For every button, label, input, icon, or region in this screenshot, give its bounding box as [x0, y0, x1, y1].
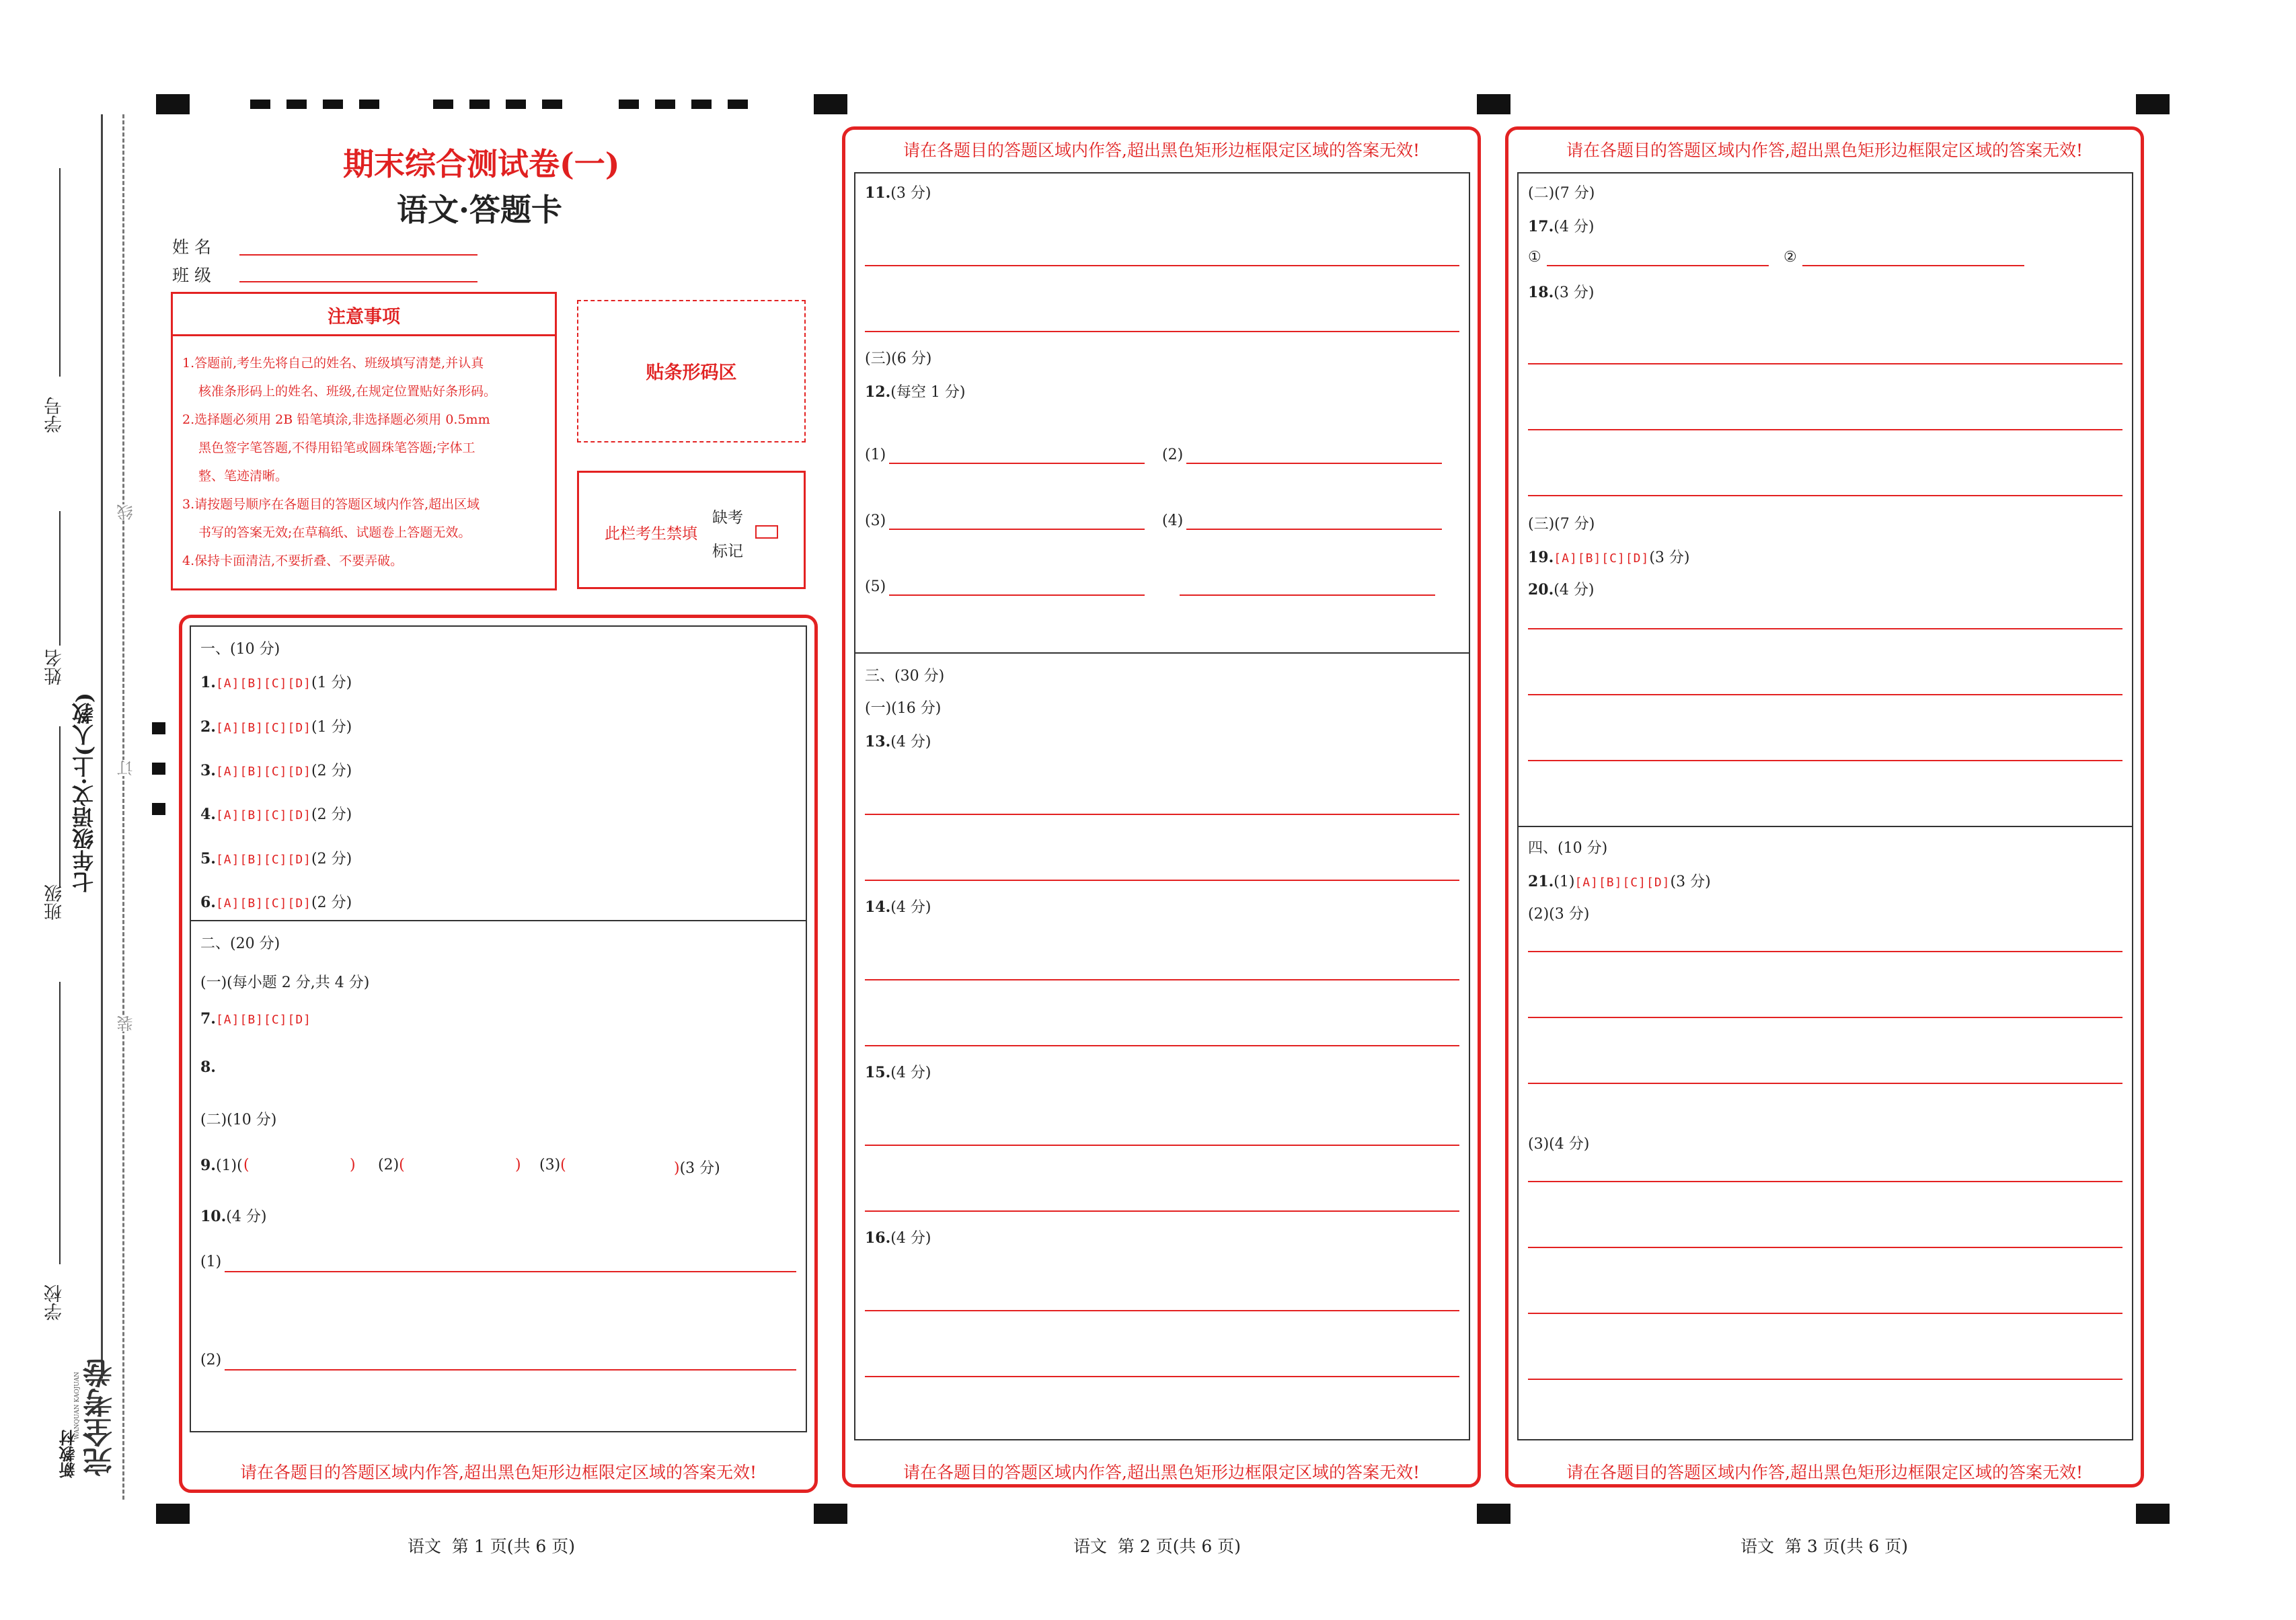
label-school: 学校 [44, 1284, 65, 1321]
subsection-heading: (一)(16 分) [865, 700, 942, 717]
answer-line[interactable] [1528, 429, 2122, 430]
answer-line[interactable] [865, 1045, 1459, 1046]
answer-box-3b [1517, 826, 2133, 1440]
answer-box-2b [854, 652, 1470, 1440]
notice-item: 4.保持卡面清洁,不要折叠、不要弄破。 [182, 553, 404, 568]
subsection-heading: (二)(7 分) [1528, 185, 1595, 202]
choice-bubbles[interactable]: [A][B][C][D] [1554, 551, 1650, 566]
label-class: 班级 [44, 884, 65, 921]
question-21: 21.(1)[A][B][C][D](3 分) [1528, 873, 1711, 890]
choice-bubbles[interactable]: [A][B][C][D] [215, 1013, 312, 1027]
notice-item: 核准条形码上的姓名、班级,在规定位置贴好条形码。 [198, 384, 497, 399]
question-6: 6.[A][B][C][D](2 分) [200, 894, 352, 911]
fill-blank[interactable] [1186, 463, 1442, 464]
subsection-heading: (三)(7 分) [1528, 516, 1595, 533]
choice-bubbles[interactable]: [A][B][C][D] [215, 765, 312, 779]
choice-bubbles[interactable]: [A][B][C][D] [215, 677, 312, 691]
question-5: 5.[A][B][C][D](2 分) [200, 850, 352, 867]
answer-line[interactable] [1528, 951, 2122, 952]
blank-label: (5) [865, 578, 886, 595]
answer-line[interactable] [1528, 628, 2122, 629]
fill-blank[interactable] [889, 463, 1145, 464]
answer-line[interactable] [1528, 1379, 2122, 1380]
fill-blank[interactable] [889, 529, 1145, 530]
q21-part-3: (3)(4 分) [1528, 1136, 1590, 1153]
question-14: 14.(4 分) [865, 898, 931, 916]
card-subtitle: 语文·答题卡 [397, 192, 563, 228]
notice-item: 3.请按题号顺序在各题目的答题区域内作答,超出区域 [182, 497, 480, 512]
absent-mark-label: 标记 [712, 543, 743, 560]
answer-box-2a [854, 172, 1470, 654]
blank-label: (4) [1162, 512, 1184, 529]
fill-blank[interactable] [889, 594, 1145, 596]
answer-line[interactable] [1528, 694, 2122, 695]
page-footer-1: 语文 第 1 页(共 6 页) [408, 1537, 575, 1556]
answer-line[interactable] [865, 1376, 1459, 1377]
answer-line[interactable] [865, 880, 1459, 881]
question-1: 1.[A][B][C][D](1 分) [200, 674, 352, 691]
answer-line[interactable] [1528, 1083, 2122, 1084]
page-footer-3: 语文 第 3 页(共 6 页) [1740, 1537, 1908, 1556]
question-13: 13.(4 分) [865, 733, 931, 750]
answer-line[interactable] [865, 265, 1459, 266]
section-heading: 三、(30 分) [865, 668, 945, 685]
subsection-heading: (三)(6 分) [865, 350, 932, 367]
barcode-area[interactable] [577, 300, 806, 442]
blank-label: (3) [865, 512, 886, 529]
class-field[interactable] [239, 281, 477, 282]
blank-label: ① [1528, 249, 1541, 266]
fill-blank[interactable] [1547, 265, 1769, 266]
brand-logo: 完全考卷 [83, 1358, 118, 1477]
answer-line[interactable] [865, 1145, 1459, 1146]
answer-line[interactable] [225, 1271, 796, 1272]
label-name: 姓名 [44, 649, 65, 685]
question-15: 15.(4 分) [865, 1064, 931, 1081]
choice-bubbles[interactable]: [A][B][C][D] [215, 808, 312, 822]
warning-text: 请在各题目的答题区域内作答,超出黑色矩形边框限定区域的答案无效! [240, 1463, 757, 1482]
notice-title: 注意事项 [328, 307, 400, 327]
question-12: 12.(每空 1 分) [865, 383, 966, 401]
exam-title: 期末综合测试卷(一) [343, 146, 620, 182]
answer-line[interactable] [865, 1310, 1459, 1311]
name-field[interactable] [239, 254, 477, 256]
answer-line[interactable] [1528, 760, 2122, 761]
question-16: 16.(4 分) [865, 1229, 931, 1247]
question-18: 18.(3 分) [1528, 284, 1595, 301]
section-heading: 二、(20 分) [200, 935, 280, 952]
choice-bubbles[interactable]: [A][B][C][D] [1574, 876, 1671, 890]
section-heading: 一、(10 分) [200, 641, 280, 658]
choice-bubbles[interactable]: [A][B][C][D] [215, 896, 312, 911]
question-11: 11.(3 分) [865, 184, 931, 202]
absent-checkbox[interactable] [755, 525, 778, 539]
warning-text: 请在各题目的答题区域内作答,超出黑色矩形边框限定区域的答案无效! [903, 141, 1420, 160]
cut-line-mark: 装 [114, 1015, 138, 1032]
absent-text: 此栏考生禁填 [605, 525, 697, 543]
question-4: 4.[A][B][C][D](2 分) [200, 806, 352, 823]
question-9: 9.(1)( [200, 1157, 243, 1174]
answer-line[interactable] [865, 979, 1459, 980]
choice-bubbles[interactable]: [A][B][C][D] [215, 853, 312, 867]
question-19: 19.[A][B][C][D](3 分) [1528, 549, 1690, 566]
answer-line[interactable] [1528, 1181, 2122, 1182]
question-8[interactable]: 8. [200, 1058, 216, 1076]
barcode-label: 贴条形码区 [646, 362, 737, 383]
blank-label: (1) [865, 447, 886, 463]
q9-part-2: ) [350, 1157, 356, 1173]
answer-line[interactable] [1528, 495, 2122, 496]
q9-blank-3[interactable]: )(3 分) [674, 1160, 720, 1177]
label-student-id: 学号 [44, 397, 65, 433]
blank-label: (2) [1162, 447, 1184, 463]
warning-text: 请在各题目的答题区域内作答,超出黑色矩形边框限定区域的答案无效! [903, 1463, 1420, 1482]
absent-mark-label: 缺考 [712, 509, 743, 527]
section-heading: 四、(10 分) [1528, 840, 1608, 857]
answer-line[interactable] [865, 1210, 1459, 1212]
subsection-heading: (一)(每小题 2 分,共 4 分) [200, 974, 370, 991]
bind-dashed-line [122, 114, 124, 1500]
question-10: 10.(4 分) [200, 1208, 267, 1225]
cut-line-mark: 订 [114, 760, 138, 776]
notice-item: 黑色签字笔答题,不得用铅笔或圆珠笔答题;字体工 [198, 440, 475, 455]
answer-line[interactable] [1528, 1313, 2122, 1314]
page-footer-2: 语文 第 2 页(共 6 页) [1073, 1537, 1241, 1556]
fill-blank[interactable] [1180, 594, 1435, 596]
answer-line[interactable] [225, 1369, 796, 1371]
q9-part-2-label: (2)( [378, 1157, 405, 1173]
fill-blank[interactable] [1802, 265, 2024, 266]
bind-solid-line [101, 114, 103, 1379]
warning-text: 请在各题目的答题区域内作答,超出黑色矩形边框限定区域的答案无效! [1566, 141, 2083, 160]
answer-box-3a [1517, 172, 2133, 827]
brand-latin: WANQUAN KAOJUAN [74, 1372, 81, 1440]
answer-line[interactable] [1528, 1247, 2122, 1248]
question-7: 7.[A][B][C][D] [200, 1010, 312, 1028]
notice-item: 整、笔迹清晰。 [198, 469, 289, 484]
question-17: 17.(4 分) [1528, 218, 1595, 235]
answer-line[interactable] [1528, 363, 2122, 364]
notice-box [171, 292, 557, 590]
cut-line-mark: 线 [114, 504, 138, 520]
answer-line[interactable] [1528, 1017, 2122, 1018]
class-label: 班 级 [172, 266, 211, 285]
q10-part-1: (1) [200, 1253, 222, 1270]
question-2: 2.[A][B][C][D](1 分) [200, 718, 352, 736]
subject-label: 七年级语文·上(人教) [71, 693, 97, 893]
fill-blank[interactable] [1186, 529, 1442, 530]
blank-label: ② [1784, 249, 1797, 266]
notice-item: 书写的答案无效;在草稿纸、试题卷上答题无效。 [198, 525, 471, 540]
q9-part-3-label: (3)( [539, 1157, 566, 1173]
q9-blank-1[interactable]: ( [243, 1157, 250, 1173]
answer-line[interactable] [865, 331, 1459, 332]
name-label: 姓 名 [172, 237, 211, 257]
warning-text: 请在各题目的答题区域内作答,超出黑色矩形边框限定区域的答案无效! [1566, 1463, 2083, 1482]
choice-bubbles[interactable]: [A][B][C][D] [215, 721, 312, 735]
subsection-heading: (二)(10 分) [200, 1112, 277, 1128]
answer-line[interactable] [865, 814, 1459, 815]
absent-box [577, 471, 806, 589]
question-20: 20.(4 分) [1528, 581, 1595, 599]
q9-blank-2[interactable]: ) [515, 1157, 521, 1173]
brand-small: 新教材 [59, 1430, 78, 1478]
notice-item: 2.选择题必须用 2B 铅笔填涂,非选择题必须用 0.5mm [182, 412, 490, 427]
question-3: 3.[A][B][C][D](2 分) [200, 762, 352, 779]
q21-part-2: (2)(3 分) [1528, 906, 1590, 923]
notice-item: 1.答题前,考生先将自己的姓名、班级填写清楚,并认真 [182, 356, 484, 371]
q10-part-2: (2) [200, 1352, 222, 1368]
